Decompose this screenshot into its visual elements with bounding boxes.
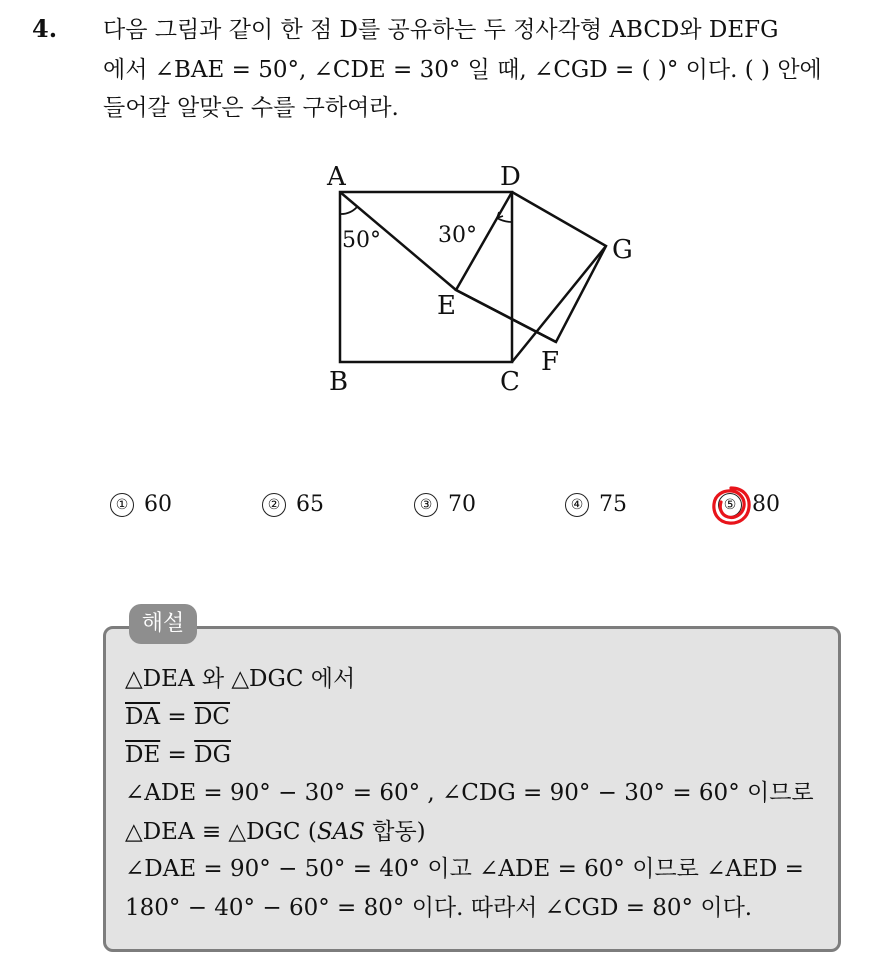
equals: =	[160, 742, 195, 768]
choice-2[interactable]	[262, 490, 324, 520]
equals: =	[160, 704, 194, 730]
angle-label-cde: 30°	[438, 223, 477, 248]
solution-line-6: ∠DAE = 90° − 50° = 40° 이고 ∠ADE = 60° 이므로 ∠AED =	[125, 856, 804, 882]
segment-dg: $\overline{DG}$	[194, 742, 231, 768]
angle-arc-cde	[497, 218, 512, 222]
choice-number: ⑤	[718, 493, 742, 517]
choice-number: ②	[262, 493, 286, 517]
choice-number: ③	[414, 493, 438, 517]
choice-value: 65	[296, 492, 324, 517]
question-number: 4.	[32, 14, 58, 43]
label-c: C	[500, 367, 520, 397]
segment-ef-extension	[456, 290, 556, 342]
choice-number: ①	[110, 493, 134, 517]
choice-value: 80	[752, 492, 780, 517]
choice-value: 70	[448, 492, 476, 517]
congruence-suffix: 합동)	[364, 819, 426, 845]
label-a: A	[327, 162, 346, 192]
choice-4[interactable]	[565, 490, 627, 520]
square-abcd	[340, 192, 512, 362]
congruence-statement: △DEA ≡ △DGC (	[125, 819, 317, 845]
sas-label: SAS	[316, 819, 365, 845]
segment-de: $\overline{DE}$	[125, 742, 161, 768]
choice-3[interactable]	[414, 490, 476, 520]
label-e: E	[437, 291, 456, 321]
geometry-figure	[0, 0, 884, 420]
label-f: F	[541, 347, 560, 377]
solution-line-4: ∠ADE = 90° − 30° = 60° , ∠CDG = 90° − 30° = 60° 이므로	[125, 780, 814, 806]
solution-line-5	[125, 817, 426, 847]
label-b: B	[329, 367, 349, 397]
solution-line-3	[125, 740, 231, 770]
choice-value: 60	[144, 492, 172, 517]
question-text-line-3: 들어갈 알맞은 수를 구하여라.	[103, 95, 399, 121]
solution-line-1: △DEA 와 △DGC 에서	[125, 666, 356, 692]
solution-tab-label: 해설	[129, 604, 197, 644]
solution-line-7: 180° − 40° − 60° = 80° 이다. 따라서 ∠CGD = 80° 이다.	[125, 895, 753, 921]
segment-dc: $\overline{DC}$	[193, 704, 231, 730]
segment-cg	[512, 246, 606, 362]
choice-value: 75	[599, 492, 627, 517]
segment-da: $\overline{DA}$	[125, 704, 161, 730]
solution-line-2	[125, 702, 230, 732]
label-d: D	[500, 162, 521, 192]
answer-circle-mark	[708, 483, 754, 529]
label-g: G	[612, 235, 633, 265]
question-text-line-1: 다음 그림과 같이 한 점 D를 공유하는 두 정사각형 ABCD와 DEFG	[103, 17, 779, 43]
angle-arc-bae	[340, 207, 357, 214]
angle-label-bae: 50°	[342, 228, 381, 253]
square-defg	[456, 192, 606, 342]
choice-number: ④	[565, 493, 589, 517]
question-text-line-2: 에서 ∠BAE = 50°, ∠CDE = 30° 일 때, ∠CGD = ( )° 이다. ( ) 안에	[103, 57, 822, 83]
choice-1[interactable]	[110, 490, 172, 520]
